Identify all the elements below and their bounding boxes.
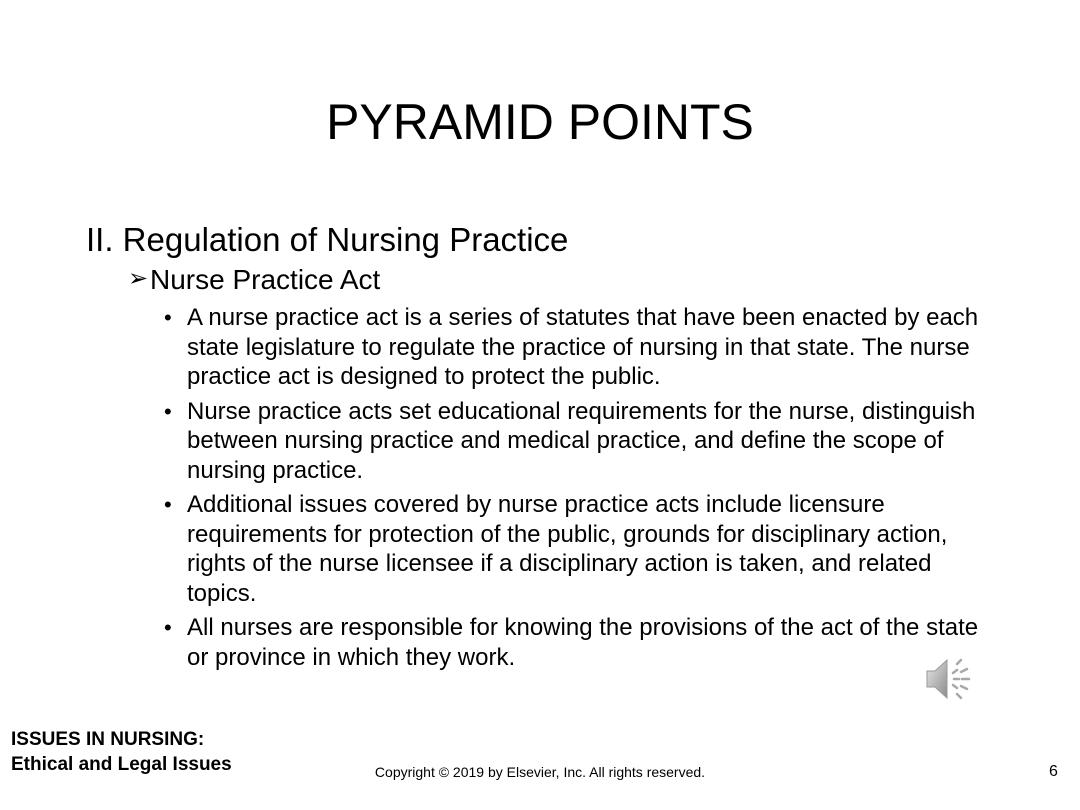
- subheading: [128, 263, 380, 297]
- speaker-icon[interactable]: [924, 654, 976, 704]
- bullet-text: Nurse practice acts set educational requirements for the nurse, distinguish between nursing practice and medical practice, and define the scope of nursing practice.: [187, 397, 976, 484]
- slide-title: PYRAMID POINTS: [326, 94, 754, 150]
- bullet-list: [164, 303, 984, 677]
- section-heading: II. Regulation of Nursing Practice: [86, 221, 569, 258]
- list-item: [164, 303, 984, 392]
- bullet-text: All nurses are responsible for knowing the provisions of the act of the state or province in which they work.: [187, 614, 979, 671]
- copyright-text: Copyright © 2019 by Elsevier, Inc. All rights reserved.: [374, 764, 706, 780]
- list-item: [164, 613, 984, 672]
- bullet-text: A nurse practice act is a series of statutes that have been enacted by each state legislature to regulate the practice of nursing in that state. The nurse practice act is designed to protect the public.: [187, 304, 979, 390]
- bullet-dot-icon: •: [164, 305, 172, 330]
- bullet-dot-icon: •: [164, 615, 172, 640]
- list-item: [164, 397, 984, 486]
- bullet-dot-icon: •: [164, 398, 172, 424]
- bullet-dot-icon: •: [164, 492, 172, 517]
- book-title-line1: ISSUES IN NURSING:: [11, 729, 205, 750]
- arrow-bullet-icon: ➢: [128, 265, 149, 292]
- page-number: 6: [1049, 763, 1058, 780]
- book-title-line2: Ethical and Legal Issues: [11, 754, 232, 775]
- bullet-text: Additional issues covered by nurse practice acts include licensure requirements for protection of the public, grounds for disciplinary action, rights of the nurse licensee if a disciplinary action is taken, and related topics.: [187, 491, 948, 607]
- subheading-text: Nurse Practice Act: [150, 264, 381, 295]
- list-item: [164, 490, 984, 608]
